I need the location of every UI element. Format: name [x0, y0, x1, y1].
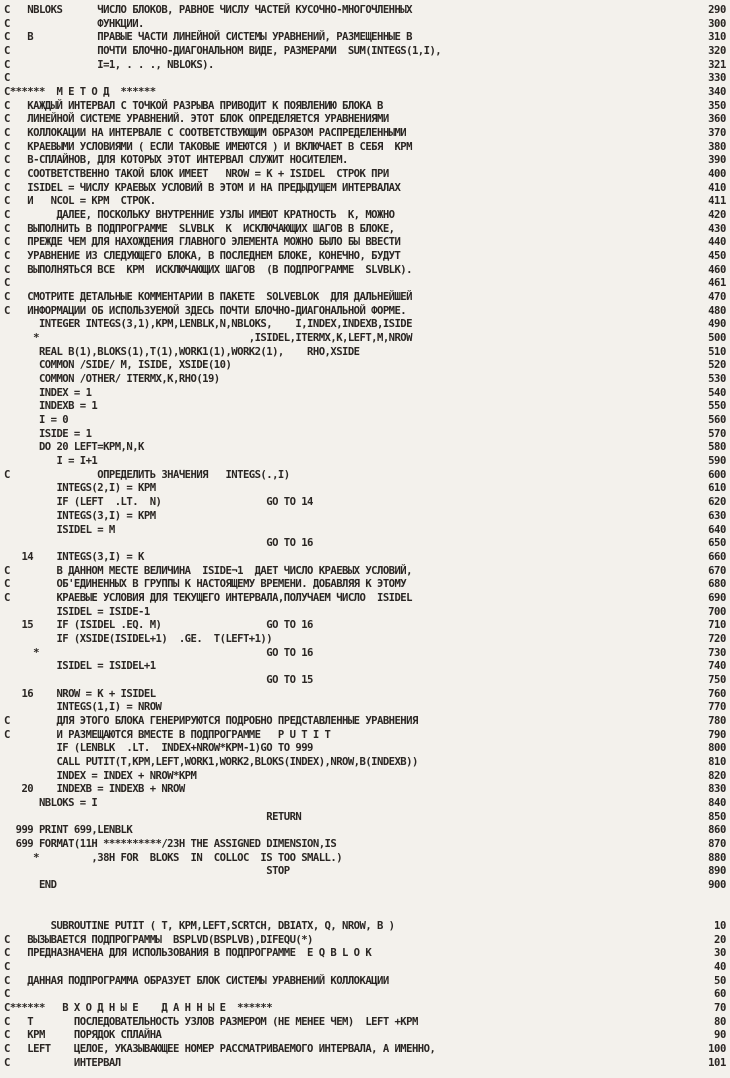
listing-line	[0, 893, 730, 905]
listing-line	[0, 1043, 730, 1055]
sequence-number: 800	[708, 742, 726, 755]
listing-line	[0, 633, 730, 645]
listing-line	[0, 127, 730, 139]
code-text: C ДАННАЯ ПОДПРОГРАММА ОБРАЗУЕТ БЛОК СИСТЕМЫ УРАВНЕНИЙ КОЛЛОКАЦИИ	[4, 974, 389, 987]
listing-line	[0, 113, 730, 125]
sequence-number: 290	[708, 4, 726, 16]
listing-line	[0, 1029, 730, 1041]
code-text: 699 FORMAT(11H **********/23H THE ASSIGNED DIMENSION,IS	[4, 837, 337, 850]
listing-line	[0, 496, 730, 508]
listing-line	[0, 947, 730, 959]
sequence-number: 870	[708, 837, 726, 850]
code-text: C T ПОСЛЕДОВАТЕЛЬНОСТЬ УЗЛОВ РАЗМЕРОМ (НЕ МЕНЕЕ ЧЕМ) LEFT +KPM	[4, 1015, 418, 1028]
listing-line	[0, 510, 730, 522]
sequence-number: 30	[714, 947, 726, 960]
code-text: IF (LEFT .LT. N) GO TO 14	[4, 496, 313, 509]
listing-line	[0, 154, 730, 166]
code-text: C LEFT ЦЕЛОЕ, УКАЗЫВАЮЩЕЕ НОМЕР РАССМАТРИВАЕМОГО ИНТЕРВАЛА, А ИМЕННО,	[4, 1042, 436, 1055]
sequence-number: 620	[708, 496, 726, 509]
sequence-number: 350	[708, 99, 726, 112]
listing-line	[0, 729, 730, 741]
sequence-number: 510	[708, 345, 726, 358]
code-text: C ОБ'ЕДИНЕННЫХ В ГРУППЫ К НАСТОЯЩЕМУ ВРЕМЕНИ. ДОБАВЛЯЯ К ЭТОМУ	[4, 578, 407, 591]
sequence-number: 570	[708, 427, 726, 440]
sequence-number: 590	[708, 455, 726, 468]
listing-line	[0, 975, 730, 987]
sequence-number: 560	[708, 414, 726, 427]
listing-line	[0, 660, 730, 672]
sequence-number: 470	[708, 291, 726, 304]
sequence-number: 450	[708, 250, 726, 263]
sequence-number: 820	[708, 769, 726, 782]
sequence-number: 340	[708, 86, 726, 98]
listing-line	[0, 18, 730, 30]
listing-line	[0, 688, 730, 700]
code-text: C И РАЗМЕЩАЮТСЯ ВМЕСТЕ В ПОДПРОГРАММЕ P U T I T	[4, 728, 331, 741]
sequence-number: 360	[708, 113, 726, 126]
sequence-number: 480	[708, 304, 726, 317]
listing-line	[0, 100, 730, 112]
code-text: I = 0	[4, 414, 69, 427]
code-text: C УРАВНЕНИЕ ИЗ СЛЕДУЮЩЕГО БЛОКА, В ПОСЛЕДНЕМ БЛОКЕ, КОНЕЧНО, БУДУТ	[4, 250, 401, 263]
code-text: C	[4, 72, 10, 85]
sequence-number: 730	[708, 646, 726, 659]
sequence-number: 60	[714, 988, 726, 1001]
listing-line	[0, 250, 730, 262]
listing-line	[0, 770, 730, 782]
listing-line	[0, 455, 730, 467]
listing-line	[0, 195, 730, 207]
listing-line	[0, 715, 730, 727]
code-text: C ПРЕДНАЗНАЧЕНА ДЛЯ ИСПОЛЬЗОВАНИЯ В ПОДПРОГРАММЕ E Q B L O K	[4, 947, 372, 960]
sequence-number: 880	[708, 851, 726, 864]
code-text: 15 IF (ISIDEL .EQ. M) GO TO 16	[4, 619, 313, 632]
sequence-number: 750	[708, 673, 726, 686]
sequence-number: 680	[708, 578, 726, 591]
sequence-number: 700	[708, 605, 726, 618]
code-text: C	[4, 960, 10, 973]
code-text: COMMON /OTHER/ ITERMX,K,RHO(19)	[4, 373, 220, 386]
code-text: 20 INDEXB = INDEXB + NROW	[4, 783, 185, 796]
sequence-number: 440	[708, 236, 726, 249]
code-text: INTEGS(1,I) = NROW	[4, 701, 162, 714]
code-text: C КОЛЛОКАЦИИ НА ИНТЕРВАЛЕ С СООТВЕТСТВУЮЩИМ ОБРАЗОМ РАСПРЕДЕЛЕННЫМИ	[4, 127, 407, 139]
sequence-number: 490	[708, 318, 726, 331]
sequence-number: 520	[708, 359, 726, 372]
code-text: RETURN	[4, 810, 302, 823]
sequence-number: 460	[708, 263, 726, 276]
listing-line	[0, 59, 730, 71]
code-text: C ДАЛЕЕ, ПОСКОЛЬКУ ВНУТРЕННИЕ УЗЛЫ ИМЕЮТ КРАТНОСТЬ K, МОЖНО	[4, 209, 395, 222]
listing-line	[0, 906, 730, 918]
listing-line	[0, 236, 730, 248]
code-text: GO TO 15	[4, 673, 313, 686]
listing-line	[0, 400, 730, 412]
listing-line	[0, 373, 730, 385]
sequence-number: 321	[708, 58, 726, 71]
sequence-number: 780	[708, 714, 726, 727]
listing-line	[0, 852, 730, 864]
sequence-number: 300	[708, 17, 726, 30]
code-text: C СМОТРИТЕ ДЕТАЛЬНЫЕ КОММЕНТАРИИ В ПАКЕТЕ SOLVEBLOK ДЛЯ ДАЛЬНЕЙШЕЙ	[4, 291, 412, 304]
listing-line	[0, 359, 730, 371]
sequence-number: 760	[708, 687, 726, 700]
listing-line	[0, 305, 730, 317]
code-text: C	[4, 277, 10, 290]
sequence-number: 10	[714, 919, 726, 932]
code-text: C NBLOKS ЧИСЛО БЛОКОВ, РАВНОЕ ЧИСЛУ ЧАСТЕЙ КУСОЧНО-МНОГОЧЛЕННЫХ	[4, 4, 412, 16]
sequence-number: 420	[708, 209, 726, 222]
listing-line	[0, 838, 730, 850]
listing-line	[0, 756, 730, 768]
code-text: I = I+1	[4, 455, 98, 468]
code-text: C I=1, . . ., NBLOKS).	[4, 58, 214, 71]
sequence-number: 530	[708, 373, 726, 386]
code-text: C ВЫЗЫВАЕТСЯ ПОДПРОГРАММЫ BSPLVD(BSPLVB),DIFEQU(*)	[4, 933, 313, 946]
listing-line	[0, 606, 730, 618]
sequence-number: 90	[714, 1029, 726, 1042]
sequence-number: 411	[708, 195, 726, 208]
sequence-number: 80	[714, 1015, 726, 1028]
listing-line	[0, 4, 730, 16]
code-text: INTEGS(2,I) = KPM	[4, 482, 156, 495]
listing-line	[0, 31, 730, 43]
listing-line	[0, 209, 730, 221]
code-text: C ПРЕЖДЕ ЧЕМ ДЛЯ НАХОЖДЕНИЯ ГЛАВНОГО ЭЛЕМЕНТА МОЖНО БЫЛО БЫ ВВЕСТИ	[4, 236, 401, 249]
code-text: ISIDE = 1	[4, 427, 92, 440]
sequence-number: 50	[714, 974, 726, 987]
code-text: INDEX = INDEX + NROW*KPM	[4, 769, 197, 782]
sequence-number: 770	[708, 701, 726, 714]
sequence-number: 40	[714, 960, 726, 973]
listing-line	[0, 332, 730, 344]
sequence-number: 310	[708, 31, 726, 44]
sequence-number: 430	[708, 222, 726, 235]
code-text: C****** В Х О Д Н Ы Е Д А Н Н Ы Е ******	[4, 1001, 273, 1014]
code-text: C КРАЕВЫЕ УСЛОВИЯ ДЛЯ ТЕКУЩЕГО ИНТЕРВАЛА,ПОЛУЧАЕМ ЧИСЛО ISIDEL	[4, 591, 412, 604]
listing-line	[0, 961, 730, 973]
code-text: C B ПРАВЫЕ ЧАСТИ ЛИНЕЙНОЙ СИСТЕМЫ УРАВНЕНИЙ, РАЗМЕЩЕННЫЕ В	[4, 31, 412, 44]
code-text: C ВЫПОЛНИТЬ В ПОДПРОГРАММЕ SLVBLK K ИСКЛЮЧАЮЩИХ ШАГОВ В БЛОКЕ,	[4, 222, 395, 235]
sequence-number: 850	[708, 810, 726, 823]
listing-line	[0, 346, 730, 358]
code-text: INDEX = 1	[4, 386, 92, 399]
listing-line	[0, 1016, 730, 1028]
sequence-number: 710	[708, 619, 726, 632]
code-text: C СООТВЕТСТВЕННО ТАКОЙ БЛОК ИМЕЕТ NROW = K + ISIDEL СТРОК ПРИ	[4, 168, 389, 180]
listing-line	[0, 318, 730, 330]
code-text: C B-СПЛАЙНОВ, ДЛЯ КОТОРЫХ ЭТОТ ИНТЕРВАЛ СЛУЖИТ НОСИТЕЛЕМ.	[4, 154, 348, 167]
sequence-number: 720	[708, 632, 726, 645]
sequence-number: 830	[708, 783, 726, 796]
code-text: C ОПРЕДЕЛИТЬ ЗНАЧЕНИЯ INTEGS(.,I)	[4, 468, 290, 481]
listing-line	[0, 524, 730, 536]
code-text: REAL B(1),BLOKS(1),T(1),WORK1(1),WORK2(1), RHO,XSIDE	[4, 345, 360, 358]
sequence-number: 660	[708, 550, 726, 563]
sequence-number: 380	[708, 140, 726, 153]
sequence-number: 860	[708, 824, 726, 837]
listing-line	[0, 414, 730, 426]
code-text: 16 NROW = K + ISIDEL	[4, 687, 156, 700]
listing-line	[0, 619, 730, 631]
code-text: C ПОЧТИ БЛОЧНО-ДИАГОНАЛЬНОМ ВИДЕ, РАЗМЕРАМИ SUM(INTEGS(1,I),	[4, 45, 442, 57]
listing-line	[0, 428, 730, 440]
listing-line	[0, 86, 730, 98]
listing-line	[0, 168, 730, 180]
listing-line	[0, 551, 730, 563]
code-text: C ЛИНЕЙНОЙ СИСТЕМЕ УРАВНЕНИЙ. ЭТОТ БЛОК ОПРЕДЕЛЯЕТСЯ УРАВНЕНИЯМИ	[4, 113, 389, 126]
code-text: C****** М Е Т О Д ******	[4, 86, 156, 98]
sequence-number: 330	[708, 72, 726, 85]
listing-line	[0, 674, 730, 686]
sequence-number: 461	[708, 277, 726, 290]
sequence-number: 101	[708, 1056, 726, 1069]
code-text: C ДЛЯ ЭТОГО БЛОКА ГЕНЕРИРУЮТСЯ ПОДРОБНО ПРЕДСТАВЛЕННЫЕ УРАВНЕНИЯ	[4, 714, 418, 727]
code-text: C ВЫПОЛНЯТЬСЯ ВСЕ KPM ИСКЛЮЧАЮЩИХ ШАГОВ (В ПОДПРОГРАММЕ SLVBLK).	[4, 263, 412, 276]
code-text: INTEGER INTEGS(3,1),KPM,LENBLK,N,NBLOKS, I,INDEX,INDEXB,ISIDE	[4, 318, 412, 331]
sequence-number: 690	[708, 591, 726, 604]
listing-line	[0, 387, 730, 399]
code-text: C KPM ПОРЯДОК СПЛАЙНА	[4, 1029, 162, 1042]
code-text: C ФУНКЦИИ.	[4, 17, 144, 30]
code-text: * GO TO 16	[4, 646, 313, 659]
listing-line	[0, 291, 730, 303]
sequence-number: 740	[708, 660, 726, 673]
code-text: 999 PRINT 699,LENBLK	[4, 824, 133, 837]
code-text: ISIDEL = M	[4, 523, 115, 536]
listing-line	[0, 441, 730, 453]
sequence-number: 390	[708, 154, 726, 167]
sequence-number: 900	[708, 878, 726, 891]
code-text: * ,ISIDEL,ITERMX,K,LEFT,M,NROW	[4, 332, 412, 345]
listing-line	[0, 920, 730, 932]
listing-line	[0, 537, 730, 549]
listing-line	[0, 277, 730, 289]
listing-line	[0, 264, 730, 276]
code-text: CALL PUTIT(T,KPM,LEFT,WORK1,WORK2,BLOKS(INDEX),NROW,B(INDEXB))	[4, 755, 418, 768]
sequence-number: 100	[708, 1042, 726, 1055]
sequence-number: 410	[708, 181, 726, 194]
listing-line	[0, 742, 730, 754]
code-text: ISIDEL = ISIDEL+1	[4, 660, 156, 673]
code-text: COMMON /SIDE/ M, ISIDE, XSIDE(10)	[4, 359, 232, 372]
sequence-number: 320	[708, 45, 726, 57]
listing-line	[0, 934, 730, 946]
sequence-number: 540	[708, 386, 726, 399]
listing-line	[0, 141, 730, 153]
sequence-number: 610	[708, 482, 726, 495]
listing-line	[0, 72, 730, 84]
code-text: IF (LENBLK .LT. INDEX+NROW*KPM-1)GO TO 999	[4, 742, 313, 755]
sequence-number: 840	[708, 796, 726, 809]
sequence-number: 370	[708, 127, 726, 139]
sequence-number: 500	[708, 332, 726, 345]
code-text: STOP	[4, 865, 290, 878]
sequence-number: 550	[708, 400, 726, 413]
code-text: C КАЖДЫЙ ИНТЕРВАЛ С ТОЧКОЙ РАЗРЫВА ПРИВОДИТ К ПОЯВЛЕНИЮ БЛОКА В	[4, 99, 383, 112]
listing-line	[0, 182, 730, 194]
listing-line	[0, 1057, 730, 1069]
code-text: C	[4, 988, 10, 1001]
code-text: C КРАЕВЫМИ УСЛОВИЯМИ ( ЕСЛИ ТАКОВЫЕ ИМЕЮТСЯ ) И ВКЛЮЧАЕТ В СЕБЯ KPM	[4, 140, 412, 153]
code-text: C В ДАННОМ МЕСТЕ ВЕЛИЧИНА ISIDE¬1 ДАЕТ ЧИСЛО КРАЕВЫХ УСЛОВИЙ,	[4, 564, 412, 577]
code-text: C И NCOL = KPM СТРОК.	[4, 195, 156, 208]
listing-line	[0, 783, 730, 795]
listing-line	[0, 1002, 730, 1014]
sequence-number: 600	[708, 468, 726, 481]
code-text: ISIDEL = ISIDE-1	[4, 605, 150, 618]
sequence-number: 20	[714, 933, 726, 946]
listing-line	[0, 811, 730, 823]
code-text: C ИНФОРМАЦИИ ОБ ИСПОЛЬЗУЕМОЙ ЗДЕСЬ ПОЧТИ БЛОЧНО-ДИАГОНАЛЬНОЙ ФОРМЕ.	[4, 304, 407, 317]
sequence-number: 580	[708, 441, 726, 454]
code-text: C ISIDEL = ЧИСЛУ КРАЕВЫХ УСЛОВИЙ В ЭТОМ И НА ПРЕДЫДУЩЕМ ИНТЕРВАЛАХ	[4, 181, 401, 194]
sequence-number: 790	[708, 728, 726, 741]
sequence-number: 670	[708, 564, 726, 577]
listing-line	[0, 565, 730, 577]
listing-line	[0, 578, 730, 590]
sequence-number: 890	[708, 865, 726, 878]
listing-line	[0, 824, 730, 836]
listing-line	[0, 45, 730, 57]
code-text: END	[4, 878, 57, 891]
listing-line	[0, 701, 730, 713]
sequence-number: 810	[708, 755, 726, 768]
code-text: DO 20 LEFT=KPM,N,K	[4, 441, 144, 454]
sequence-number: 640	[708, 523, 726, 536]
sequence-number: 650	[708, 537, 726, 550]
code-text: C ИНТЕРВАЛ	[4, 1056, 121, 1069]
code-text: INDEXB = 1	[4, 400, 98, 413]
code-text: 14 INTEGS(3,I) = K	[4, 550, 144, 563]
listing-line	[0, 223, 730, 235]
listing-line	[0, 592, 730, 604]
code-text: * ,38H FOR BLOKS IN COLLOC IS TOO SMALL.)	[4, 851, 343, 864]
code-text: INTEGS(3,I) = KPM	[4, 509, 156, 522]
sequence-number: 630	[708, 509, 726, 522]
listing-line	[0, 865, 730, 877]
sequence-number: 400	[708, 168, 726, 180]
sequence-number: 70	[714, 1001, 726, 1014]
listing-line	[0, 797, 730, 809]
listing-line	[0, 482, 730, 494]
listing-line	[0, 647, 730, 659]
code-text: NBLOKS = I	[4, 796, 98, 809]
code-text: SUBROUTINE PUTIT ( T, KPM,LEFT,SCRTCH, DBIATX, Q, NROW, B )	[4, 919, 395, 932]
listing-line	[0, 879, 730, 891]
code-text: IF (XSIDE(ISIDEL+1) .GE. T(LEFT+1))	[4, 632, 273, 645]
listing-line	[0, 469, 730, 481]
code-text: GO TO 16	[4, 537, 313, 550]
listing-line	[0, 988, 730, 1000]
